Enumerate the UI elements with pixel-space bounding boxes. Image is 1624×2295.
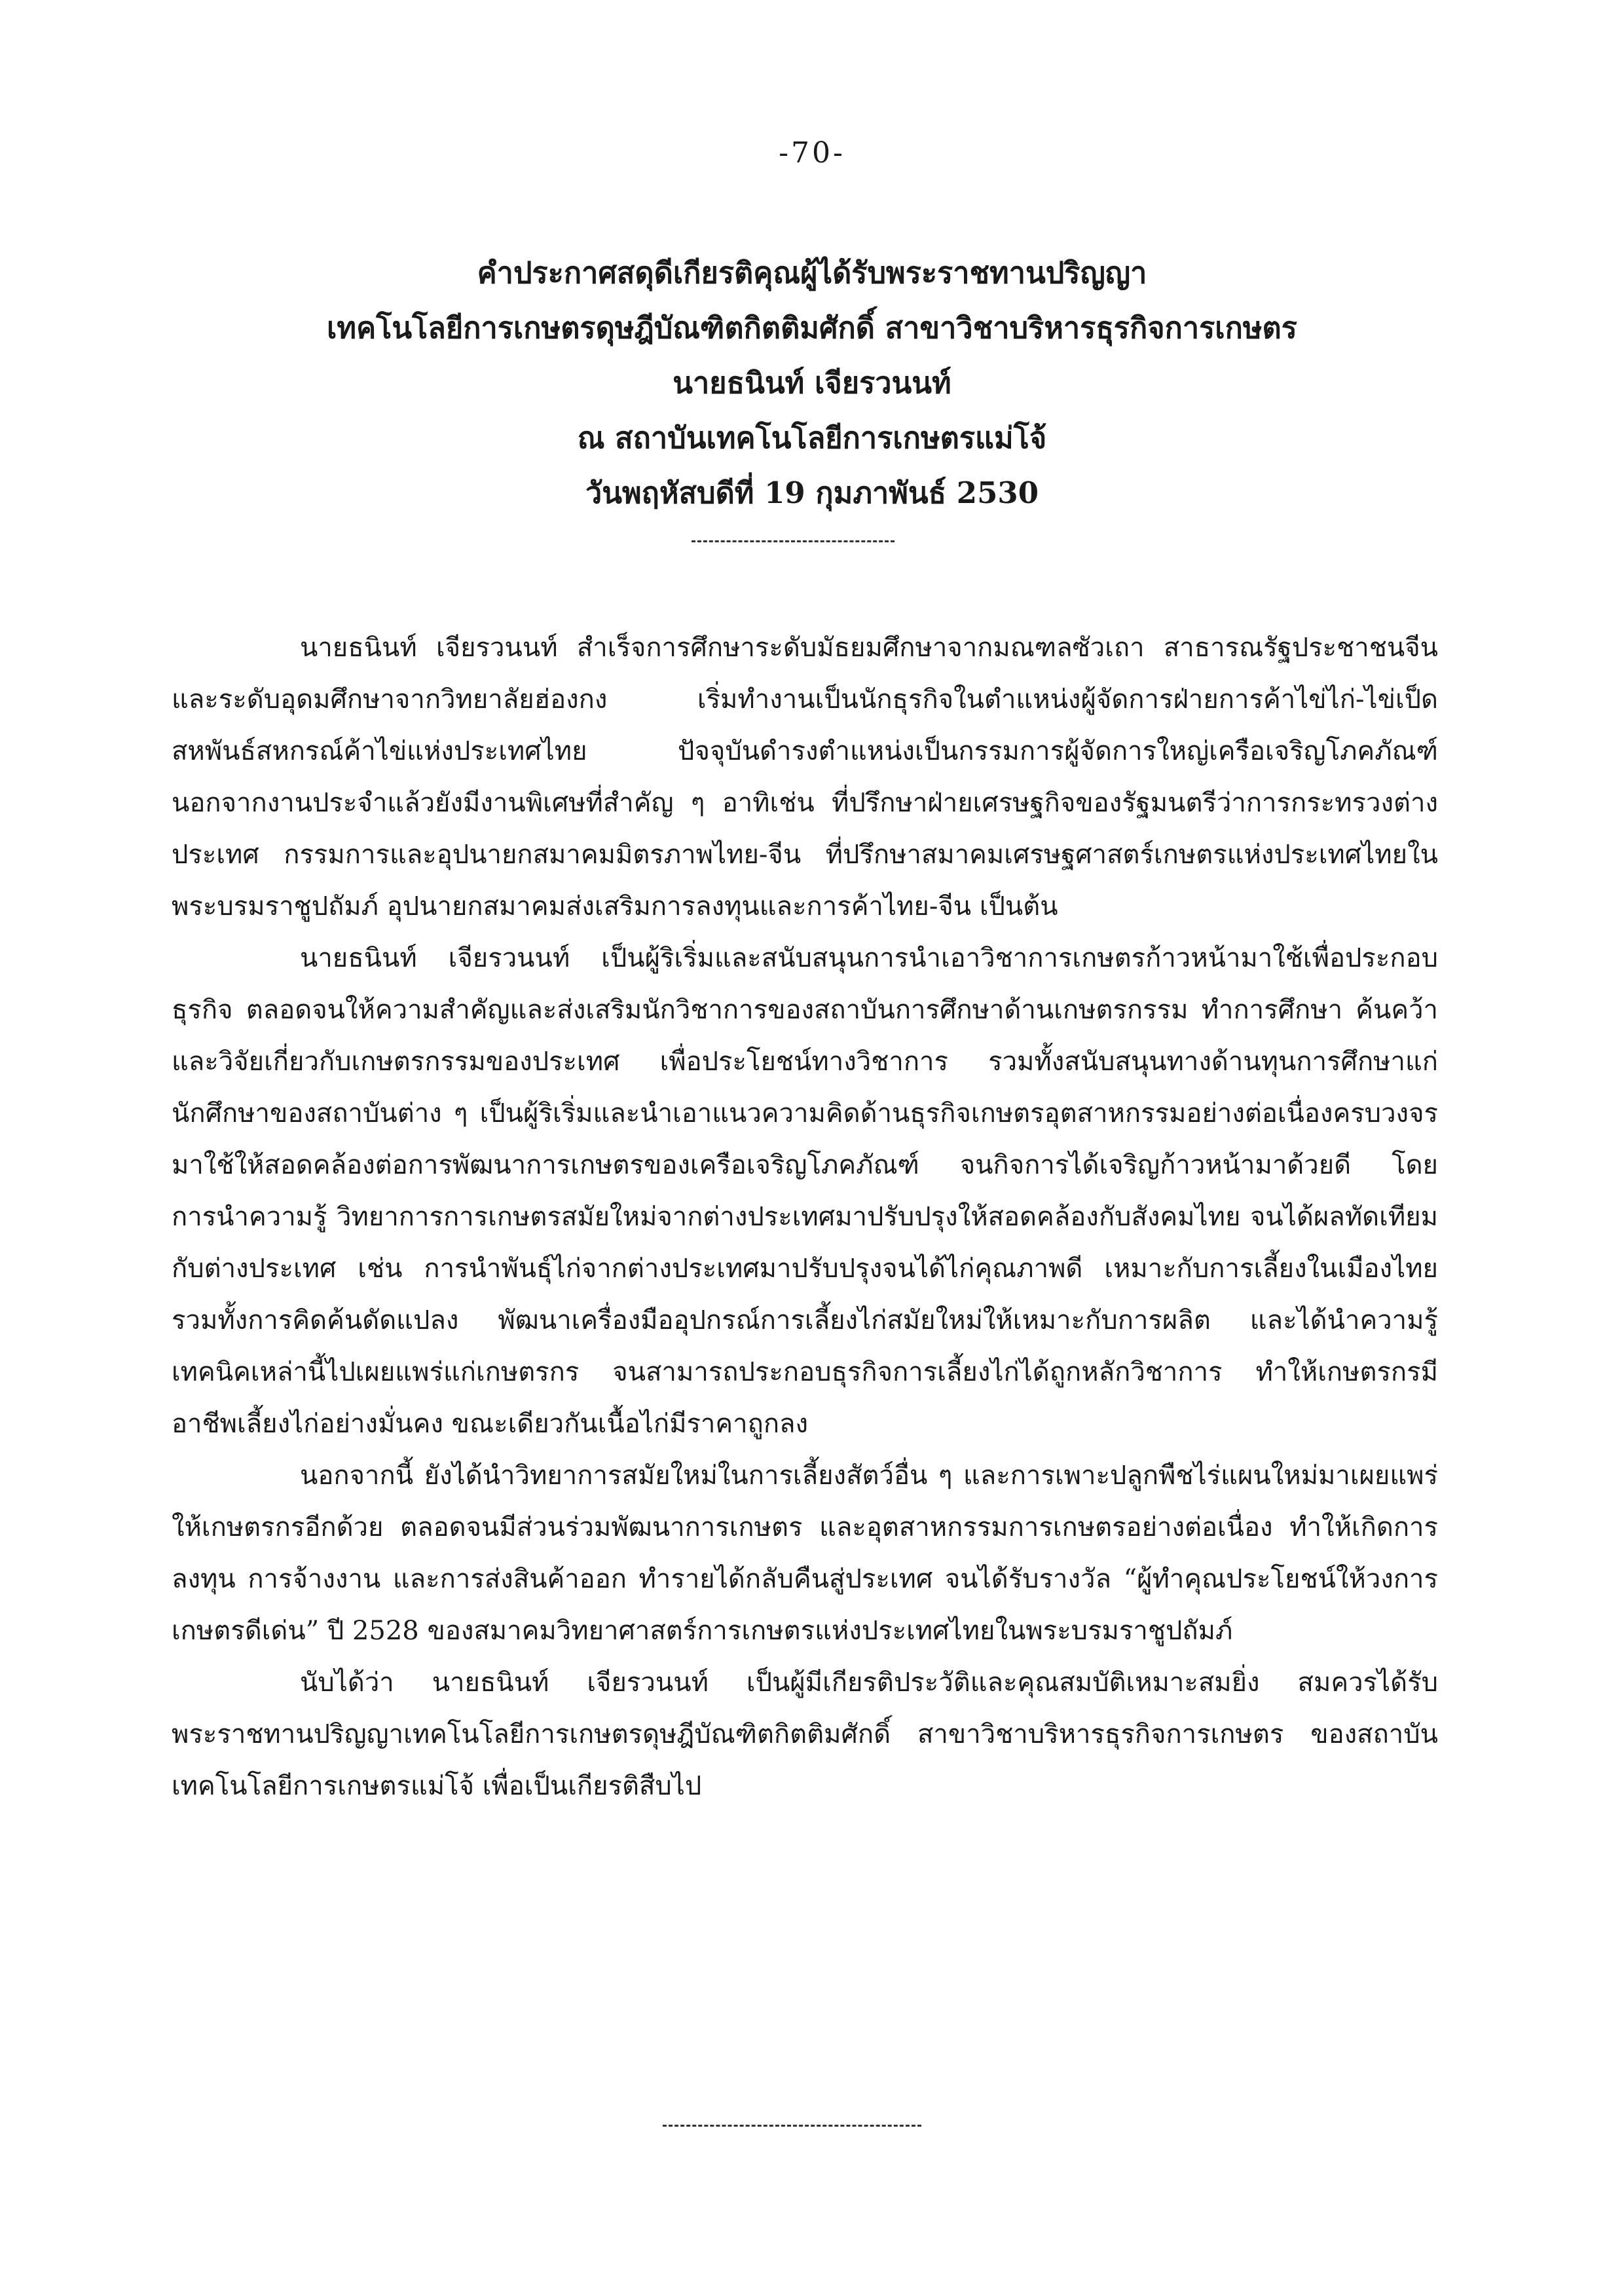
header-recipient-name: นายธนินท์ เจียรวนนท์ bbox=[673, 365, 951, 400]
page-number: -70- bbox=[779, 136, 845, 170]
header-title: คำประกาศสดุดีเกียรติคุณผู้ได้รับพระราชทานปริญญา bbox=[477, 255, 1147, 290]
paragraph-awards: นอกจากนี้ ยังได้นำวิทยาการสมัยใหม่ในการเลี้ยงสัตว์อื่น ๆ และการเพาะปลูกพืชไร่แผนใหม่มาเผยแพร่ให้เกษตรกรอีกด้วย ตลอดจนมีส่วนร่วมพัฒนาการเกษตร และอุตสาหกรรมการเกษตรอย่างต่อเนื่อง ทำให้เกิดการลงทุน การจ้างงาน และการส่งสินค้าออก ทำรายได้กลับคืนสู่ประเทศ จนได้รับรางวัล “ผู้ทำคุณประโยชน์ให้วงการเกษตรดีเด่น” ปี 2528 ของสมาคมวิทยาศาสตร์การเกษตรแห่งประเทศไทยในพระบรมราชูปถัมภ์ bbox=[172, 1461, 1438, 1646]
header-date: วันพฤหัสบดีที่ 19 กุมภาพันธ์ 2530 bbox=[585, 476, 1039, 510]
header-degree: เทคโนโลยีการเกษตรดุษฎีบัณฑิตกิตติมศักดิ์ สาขาวิชาบริหารธุรกิจการเกษตร bbox=[327, 310, 1297, 345]
header-institution: ณ สถาบันเทคโนโลยีการเกษตรแม่โจ้ bbox=[577, 420, 1047, 455]
header-divider bbox=[692, 540, 895, 542]
footer-divider bbox=[663, 2125, 921, 2127]
proclamation-body bbox=[172, 622, 1438, 1812]
proclamation-header bbox=[0, 246, 1624, 521]
paragraph-biography: นายธนินท์ เจียรวนนท์ สำเร็จการศึกษาระดับมัธยมศึกษาจากมณฑลซัวเถา สาธารณรัฐประชาชนจีน และระดับอุดมศึกษาจากวิทยาลัยฮ่องกง เริ่มทำงานเป็นนักธุรกิจในตำแหน่งผู้จัดการฝ่ายการค้าไข่ไก่-ไข่เป็ด สหพันธ์สหกรณ์ค้าไข่แห่งประเทศไทย ปัจจุบันดำรงตำแหน่งเป็นกรรมการผู้จัดการใหญ่เครือเจริญโภคภัณฑ์ นอกจากงานประจำแล้วยังมีงานพิเศษที่สำคัญ ๆ อาทิเช่น ที่ปรึกษาฝ่ายเศรษฐกิจของรัฐมนตรีว่าการกระทรวงต่างประเทศ กรรมการและอุปนายกสมาคมมิตรภาพไทย-จีน ที่ปรึกษาสมาคมเศรษฐศาสตร์เกษตรแห่งประเทศไทยในพระบรมราชูปถัมภ์ อุปนายกสมาคมส่งเสริมการลงทุนและการค้าไทย-จีน เป็นต้น bbox=[172, 633, 1438, 922]
paragraph-conclusion: นับได้ว่า นายธนินท์ เจียรวนนท์ เป็นผู้มีเกียรติประวัติและคุณสมบัติเหมาะสมยิ่ง สมควรได้รับพระราชทานปริญญาเทคโนโลยีการเกษตรดุษฎีบัณฑิตกิตติมศักดิ์ สาขาวิชาบริหารธุรกิจการเกษตร ของสถาบันเทคโนโลยีการเกษตรแม่โจ้ เพื่อเป็นเกียรติสืบไป bbox=[172, 1668, 1438, 1801]
paragraph-contributions: นายธนินท์ เจียรวนนท์ เป็นผู้ริเริ่มและสนับสนุนการนำเอาวิชาการเกษตรก้าวหน้ามาใช้เพื่อประกอบธุรกิจ ตลอดจนให้ความสำคัญและส่งเสริมนักวิชาการของสถาบันการศึกษาด้านเกษตรกรรม ทำการศึกษา ค้นคว้า และวิจัยเกี่ยวกับเกษตรกรรมของประเทศ เพื่อประโยชน์ทางวิชาการ รวมทั้งสนับสนุนทางด้านทุนการศึกษาแก่นักศึกษาของสถาบันต่าง ๆ เป็นผู้ริเริ่มและนำเอาแนวความคิดด้านธุรกิจเกษตรอุตสาหกรรมอย่างต่อเนื่องครบวงจรมาใช้ให้สอดคล้องต่อการพัฒนาการเกษตรของเครือเจริญโภคภัณฑ์ จนกิจการได้เจริญก้าวหน้ามาด้วยดี โดยการนำความรู้ วิทยาการการเกษตรสมัยใหม่จากต่างประเทศมาปรับปรุงให้สอดคล้องกับสังคมไทย จนได้ผลทัดเทียมกับต่างประเทศ เช่น การนำพันธุ์ไก่จากต่างประเทศมาปรับปรุงจนได้ไก่คุณภาพดี เหมาะกับการเลี้ยงในเมืองไทย รวมทั้งการคิดค้นดัดแปลง พัฒนาเครื่องมืออุปกรณ์การเลี้ยงไก่สมัยใหม่ให้เหมาะกับการผลิต และได้นำความรู้เทคนิคเหล่านี้ไปเผยแพร่แก่เกษตรกร จนสามารถประกอบธุรกิจการเลี้ยงไก่ได้ถูกหลักวิชาการ ทำให้เกษตรกรมีอาชีพเลี้ยงไก่อย่างมั่นคง ขณะเดียวกันเนื้อไก่มีราคาถูกลง bbox=[172, 943, 1438, 1439]
